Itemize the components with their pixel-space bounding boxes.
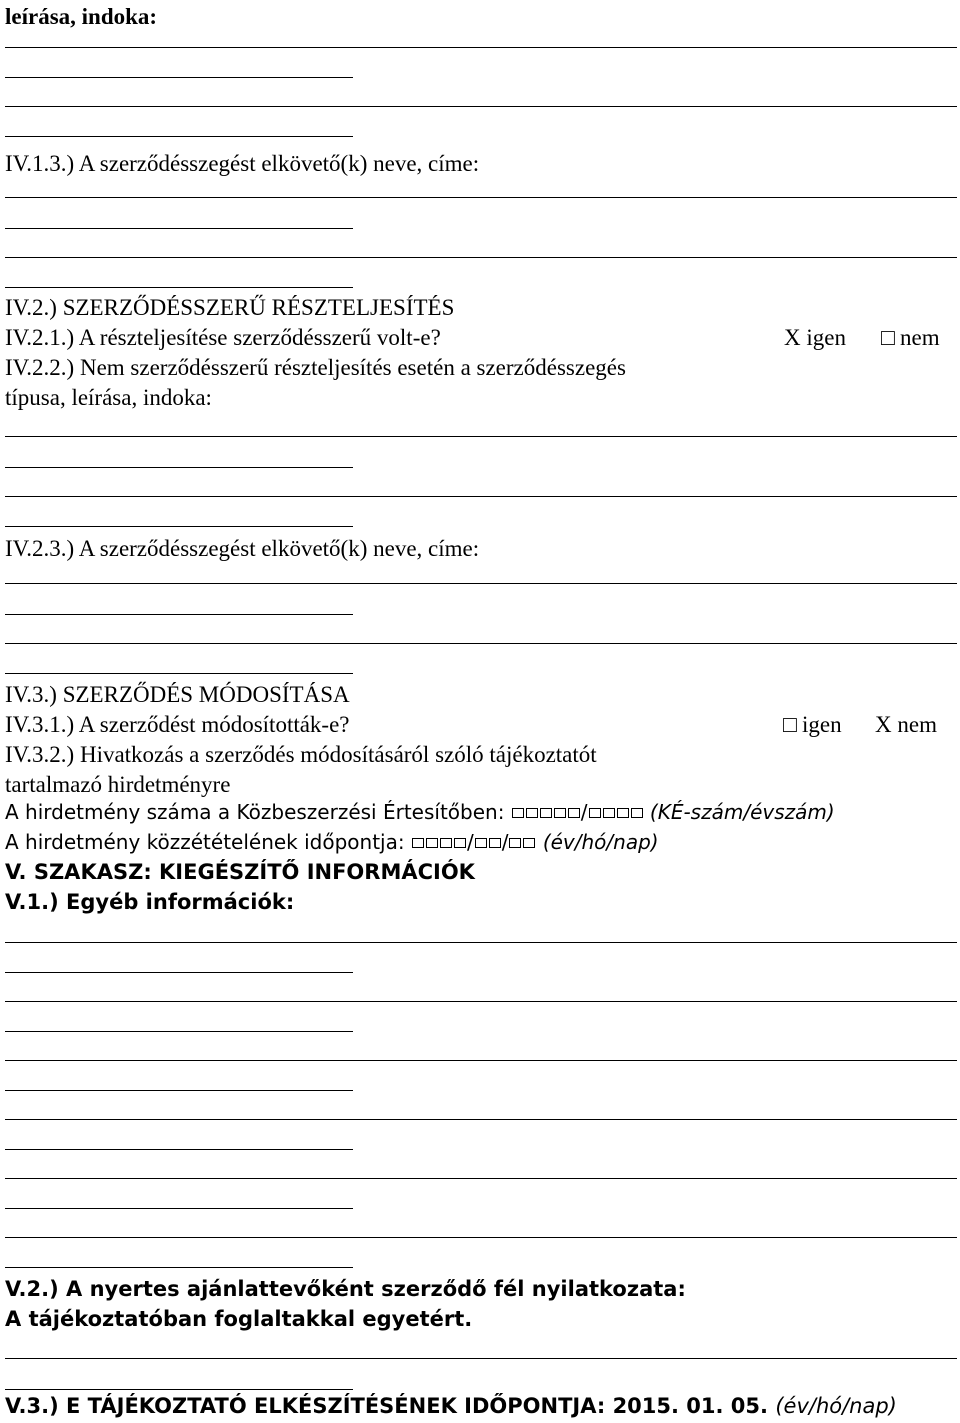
answer-line[interactable] [5,496,957,497]
kozzetetel-year-field[interactable] [411,830,467,854]
answer-line[interactable] [5,614,353,615]
ke-format-hint: (KÉ-szám/évszám) [649,800,835,824]
iv-2-1-no-option[interactable]: nem [900,325,940,350]
answer-line[interactable] [5,1208,353,1209]
answer-line[interactable] [5,643,957,644]
checkbox-empty-icon [568,808,580,818]
checkbox-empty-icon [554,808,566,818]
iv-2-2-question-cont: típusa, leírása, indoka: [5,385,212,410]
answer-line[interactable] [5,436,957,437]
answer-line[interactable] [5,1389,353,1390]
answer-line[interactable] [5,47,957,48]
answer-line[interactable] [5,257,957,258]
checkbox-empty-icon [589,808,601,818]
checkbox-empty-icon [426,838,438,848]
iv-2-3-label: IV.2.3.) A szerződésszegést elkövető(k) neve, címe: [5,536,480,561]
answer-line[interactable] [5,106,957,107]
checkbox-empty-icon[interactable]: □ [881,325,895,350]
answer-line[interactable] [5,467,353,468]
checkbox-empty-icon [440,838,452,848]
v-2-statement: A tájékoztatóban foglaltakkal egyetért. [5,1307,473,1331]
hirdetmeny-szama-label: A hirdetmény száma a Közbeszerzési Értesítőben: [5,800,505,824]
v-heading: V. SZAKASZ: KIEGÉSZÍTŐ INFORMÁCIÓK [5,860,475,884]
hirdetmeny-szama-row: A hirdetmény száma a Közbeszerzési Értesítőben: / (KÉ-szám/évszám) [5,800,835,824]
answer-line[interactable] [5,77,353,78]
answer-line[interactable] [5,136,353,137]
answer-line[interactable] [5,1031,353,1032]
iv-2-1-question: IV.2.1.) A részteljesítése szerződésszerű volt-e? [5,325,441,350]
answer-line[interactable] [5,1149,353,1150]
answer-line[interactable] [5,1178,957,1179]
checkbox-empty-icon [454,838,466,848]
checkbox-empty-icon[interactable]: □ [783,712,797,737]
iv-2-1-yes-option[interactable]: X igen [784,325,846,350]
section-continuation-label: leírása, indoka: [5,4,158,29]
answer-line[interactable] [5,942,957,943]
checkbox-empty-icon [523,838,535,848]
answer-line[interactable] [5,673,353,674]
answer-line[interactable] [5,583,957,584]
checkbox-empty-icon [512,808,524,818]
ke-year-field[interactable] [588,800,644,824]
checkbox-empty-icon [412,838,424,848]
v-1-label: V.1.) Egyéb információk: [5,890,295,914]
iv-3-heading: IV.3.) SZERZŐDÉS MÓDOSÍTÁSA [5,682,350,707]
kozzetetel-row: A hirdetmény közzétételének időpontja: / / (év/hó/nap) [5,830,659,854]
iv-3-1-yes-option[interactable]: igen [802,712,842,737]
ke-number-field[interactable] [511,800,581,824]
answer-line[interactable] [5,1358,957,1359]
answer-line[interactable] [5,287,353,288]
answer-line[interactable] [5,1060,957,1061]
iv-3-1-question: IV.3.1.) A szerződést módosították-e? [5,712,350,737]
kozzetetel-label: A hirdetmény közzétételének időpontja: [5,830,405,854]
v-3-row [5,1396,897,1417]
iv-3-2-question: IV.3.2.) Hivatkozás a szerződés módosításáról szóló tájékoztatót [5,742,597,767]
answer-line[interactable] [5,228,353,229]
answer-line[interactable] [5,197,957,198]
v-3-format-hint: (év/hó/nap) [775,1394,897,1418]
checkbox-empty-icon [489,838,501,848]
answer-line[interactable] [5,526,353,527]
checkbox-empty-icon [540,808,552,818]
checkbox-empty-icon [526,808,538,818]
kozzetetel-month-field[interactable] [474,830,502,854]
kozzetetel-day-field[interactable] [508,830,536,854]
checkbox-empty-icon [631,808,643,818]
v-2-label: V.2.) A nyertes ajánlattevőként szerződő fél nyilatkozata: [5,1277,686,1301]
iv-3-2-question-cont: tartalmazó hirdetményre [5,772,231,797]
v-3-date[interactable]: 2015. 01. 05. [612,1394,769,1418]
checkbox-empty-icon [617,808,629,818]
answer-line[interactable] [5,1090,353,1091]
answer-line[interactable] [5,1119,957,1120]
iv-2-heading: IV.2.) SZERZŐDÉSSZERŰ RÉSZTELJESÍTÉS [5,295,455,320]
answer-line[interactable] [5,1237,957,1238]
iv-1-3-label: IV.1.3.) A szerződésszegést elkövető(k) neve, címe: [5,151,480,176]
checkbox-empty-icon [509,838,521,848]
answer-line[interactable] [5,1267,353,1268]
answer-line[interactable] [5,1001,957,1002]
answer-line[interactable] [5,972,353,973]
v-3-label: V.3.) E TÁJÉKOZTATÓ ELKÉSZÍTÉSÉNEK IDŐPONTJA: [5,1394,606,1418]
iv-3-1-no-option[interactable]: X nem [875,712,937,737]
iv-2-2-question: IV.2.2.) Nem szerződésszerű részteljesítés esetén a szerződésszegés [5,355,626,380]
date-format-hint: (év/hó/nap) [542,830,659,854]
checkbox-empty-icon [603,808,615,818]
checkbox-empty-icon [475,838,487,848]
